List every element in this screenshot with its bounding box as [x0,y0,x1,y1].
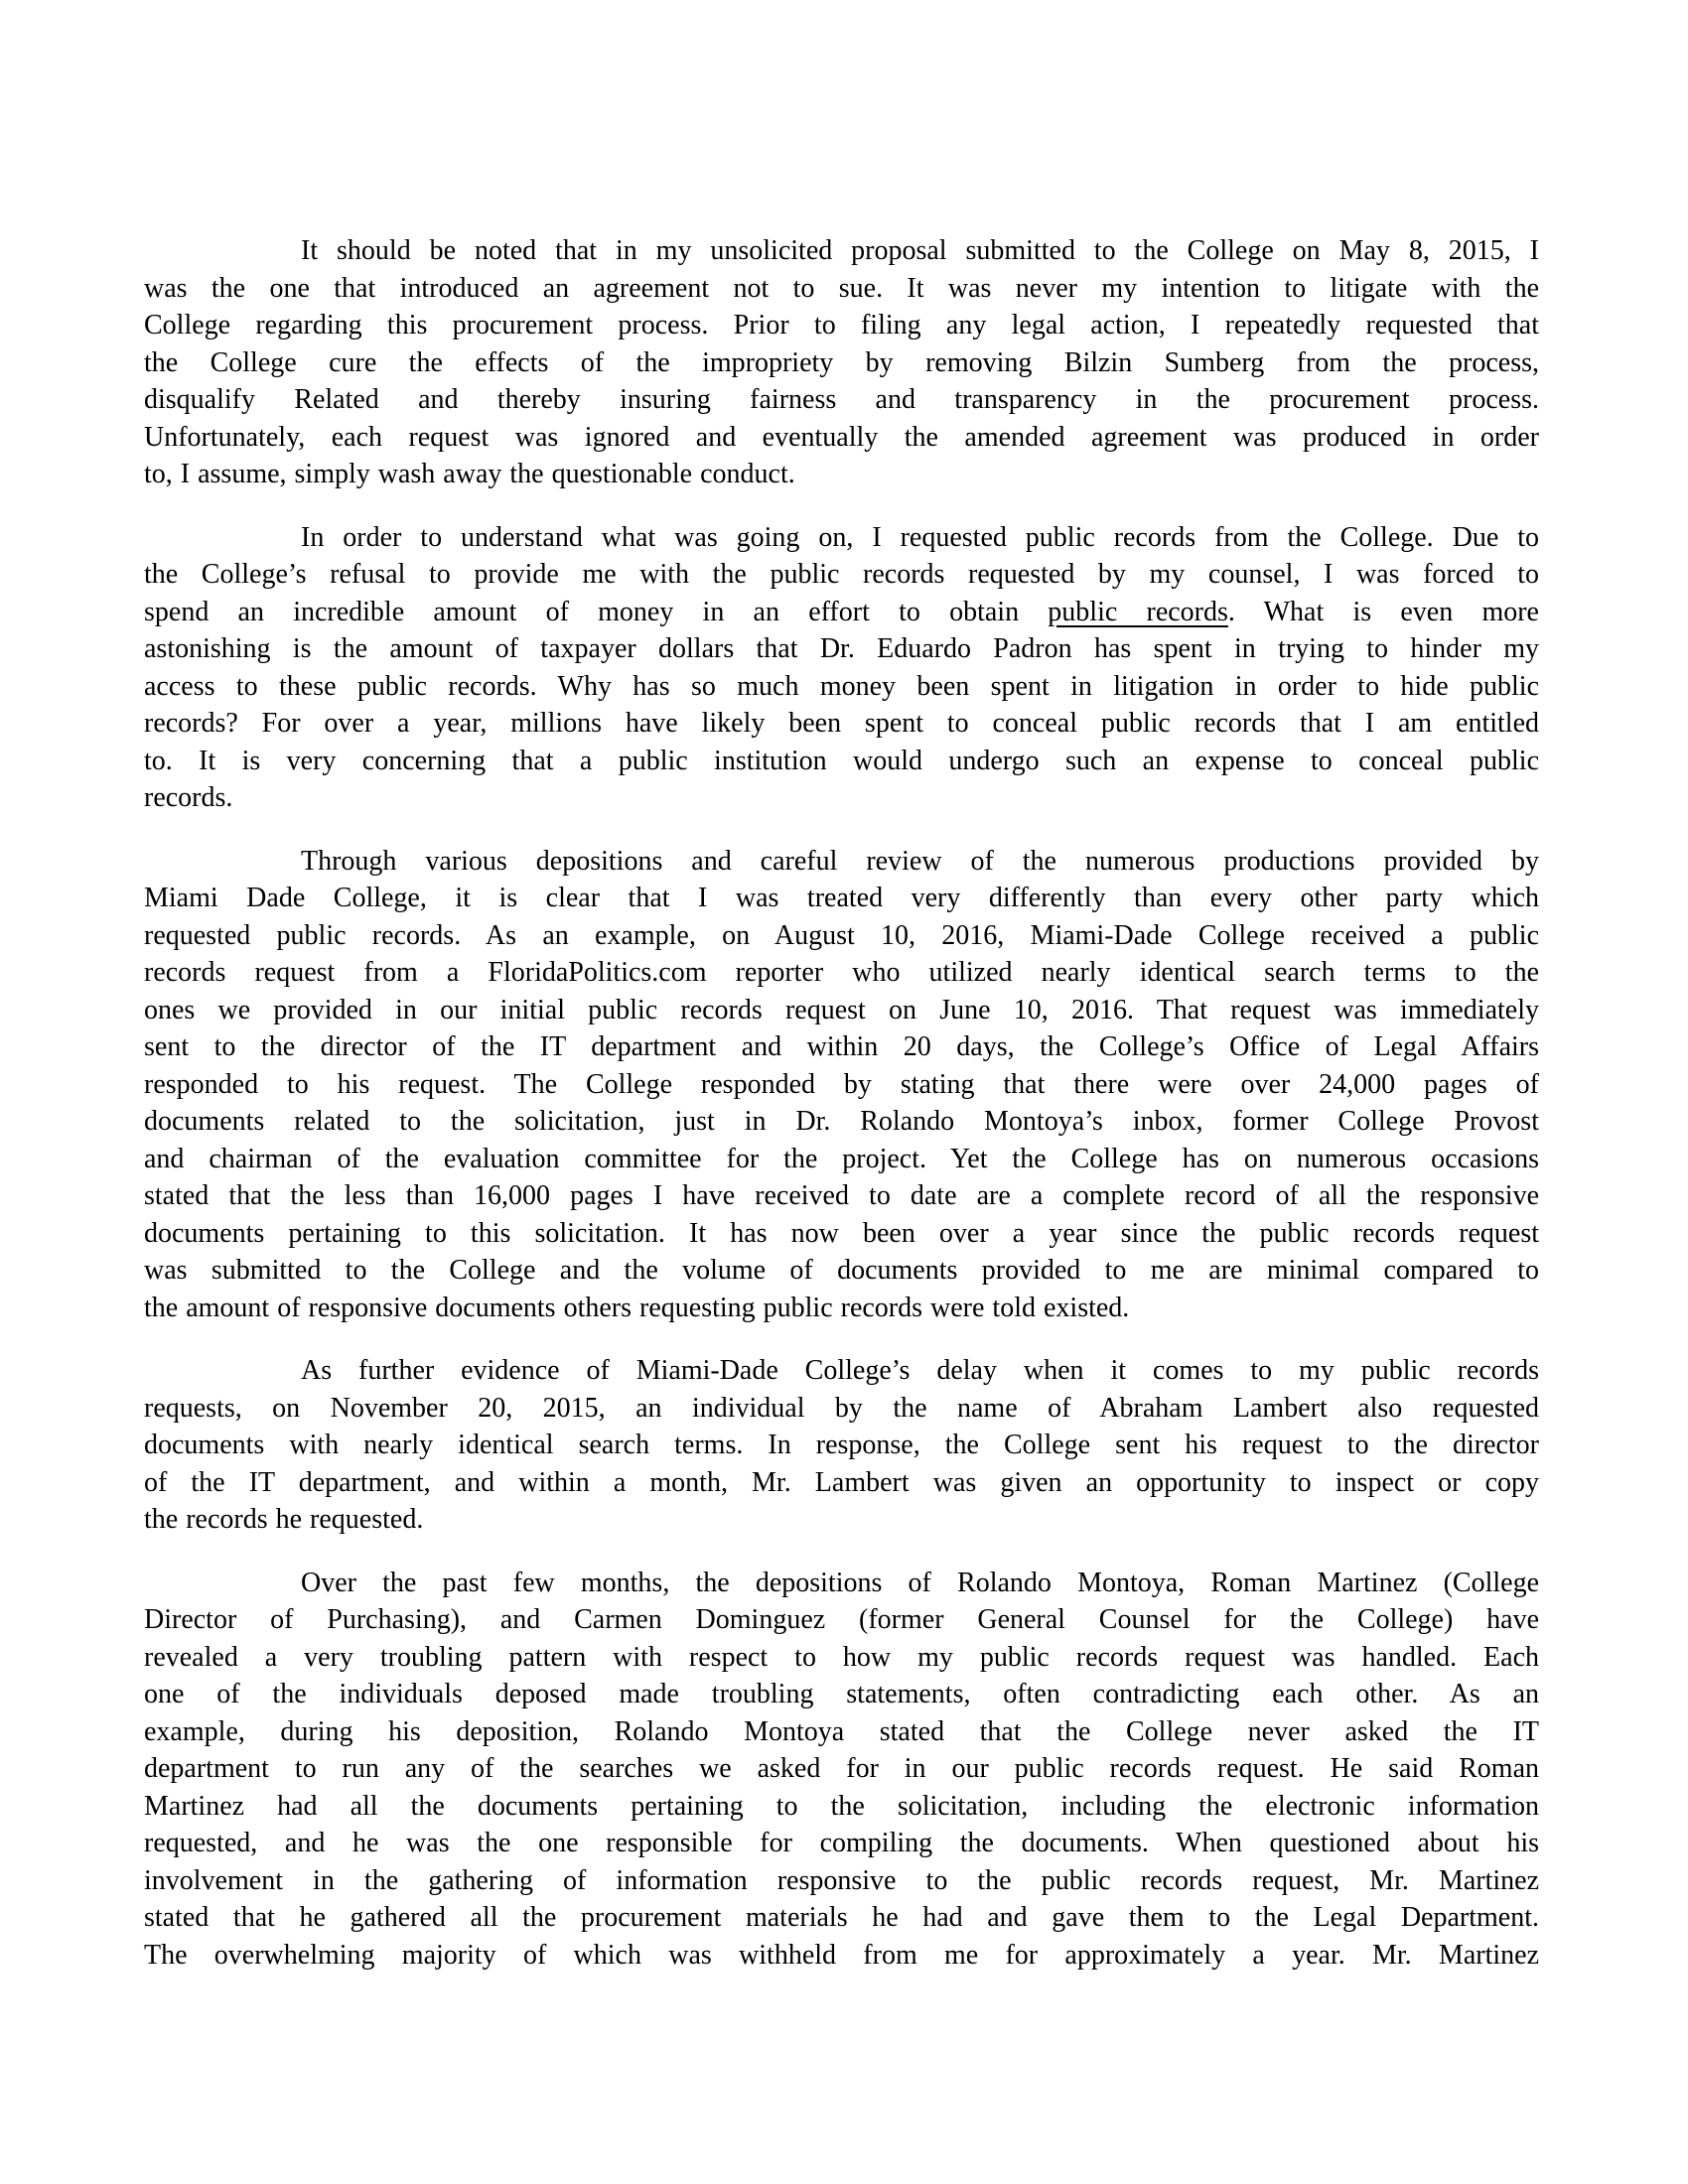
underlined-text: public records [1048,596,1228,627]
text-line: department to run any of the searches we asked for in our public records request. He said Roman [144,1753,1539,1784]
text-line: records? For over a year, millions have likely been spent to conceal public records that I am entitled [144,708,1539,739]
text-line: revealed a very troubling pattern with respect to how my public records request was handled. Each [144,1641,1539,1673]
text-line: disqualify Related and thereby insuring fairness and transparency in the procurement process. [144,384,1539,415]
text-line: documents related to the solicitation, just in Dr. Rolando Montoya’s inbox, former College Provost [144,1106,1539,1137]
text-line: to. It is very concerning that a public institution would undergo such an expense to conceal public [144,745,1539,776]
text-line: As further evidence of Miami-Dade College’s delay when it comes to my public records [301,1355,1539,1386]
text-line: Miami Dade College, it is clear that I was treated very differently than every other party which [144,883,1539,913]
text-line: requests, on November 20, 2015, an individual by the name of Abraham Lambert also requested [144,1392,1539,1424]
text-line: sent to the director of the IT department and within 20 days, the College’s Office of Legal Affairs [144,1031,1539,1062]
text-line: documents with nearly identical search terms. In response, the College sent his request to the director [144,1430,1539,1460]
text-line: Unfortunately, each request was ignored and eventually the amended agreement was produced in order [144,421,1539,453]
text-line: documents pertaining to this solicitation. It has now been over a year since the public records request [144,1217,1539,1249]
text-line: astonishing is the amount of taxpayer dollars that Dr. Eduardo Padron has spent in trying to hinder my [144,633,1539,664]
text-line: responded to his request. The College responded by stating that there were over 24,000 pages of [144,1068,1539,1100]
text-line: one of the individuals deposed made troubling statements, often contradicting each other. As an [144,1679,1539,1709]
text-line: Over the past few months, the depositions of Rolando Montoya, Roman Martinez (College [301,1567,1539,1598]
document-body [144,232,1539,1974]
text-line: College regarding this procurement process. Prior to filing any legal action, I repeatedly requested that [144,310,1539,341]
text-line: records request from a FloridaPolitics.com reporter who utilized nearly identical search terms to the [144,957,1539,988]
text-line: involvement in the gathering of information responsive to the public records request, Mr. Martinez [144,1864,1539,1896]
text-line: Director of Purchasing), and Carmen Dominguez (former General Counsel for the College) have [144,1604,1539,1635]
paragraph-4 [144,1352,1539,1539]
text-line: was submitted to the College and the volume of documents provided to me are minimal compared to [144,1255,1539,1286]
text-line: to, I assume, simply wash away the questionable conduct. [144,459,795,489]
text-line: In order to understand what was going on, I requested public records from the College. Due to [301,521,1539,553]
text-line: of the IT department, and within a month, Mr. Lambert was given an opportunity to inspect or copy [144,1466,1539,1498]
text-line: the amount of responsive documents others requesting public records were told existed. [144,1292,1130,1323]
text-line: was the one that introduced an agreement not to sue. It was never my intention to litigate with the [144,272,1539,304]
text-line: It should be noted that in my unsolicited proposal submitted to the College on May 8, 2015, I [301,235,1539,266]
paragraph-2 [144,519,1539,817]
text-line: The overwhelming majority of which was withheld from me for approximately a year. Mr. Martinez [144,1939,1539,1971]
text-line: records. [144,782,233,813]
text-line: and chairman of the evaluation committee for the project. Yet the College has on numerous occasions [144,1143,1539,1174]
text-line: spend an incredible amount of money in an effort to obtain public records. What is even more [144,596,1539,627]
text-line: ones we provided in our initial public records request on June 10, 2016. That request was immediately [144,994,1539,1025]
text-line: requested, and he was the one responsible for compiling the documents. When questioned about his [144,1828,1539,1858]
text-line: the College’s refusal to provide me with the public records requested by my counsel, I was forced to [144,559,1539,590]
paragraph-3 [144,843,1539,1327]
text-line: stated that the less than 16,000 pages I have received to date are a complete record of all the responsive [144,1180,1539,1211]
text-line: Martinez had all the documents pertaining to the solicitation, including the electronic information [144,1790,1539,1822]
paragraph-1 [144,232,1539,493]
paragraph-5 [144,1565,1539,1975]
text-line: requested public records. As an example, on August 10, 2016, Miami-Dade College received a public [144,919,1539,951]
text-line: Through various depositions and careful review of the numerous productions provided by [301,845,1539,877]
text-line: example, during his deposition, Rolando Montoya stated that the College never asked the IT [144,1715,1539,1747]
text-line: stated that he gathered all the procurement materials he had and gave them to the Legal Department. [144,1902,1539,1933]
text-line: the College cure the effects of the impropriety by removing Bilzin Sumberg from the process, [144,346,1539,378]
text-line: the records he requested. [144,1504,424,1535]
text-line: access to these public records. Why has so much money been spent in litigation in order to hide public [144,670,1539,702]
